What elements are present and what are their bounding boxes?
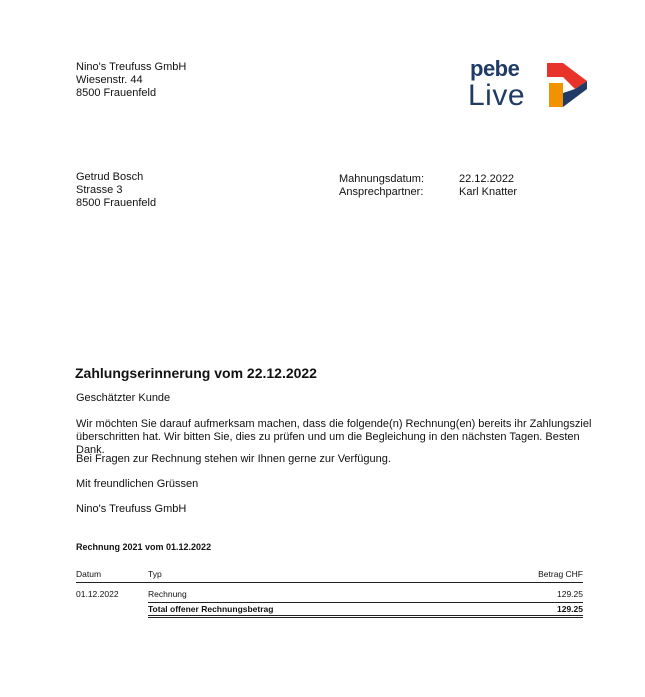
logo-play-mark-icon: [541, 59, 591, 111]
column-header-amount: Betrag CHF: [538, 569, 583, 579]
invoice-table: [76, 569, 583, 618]
meta-contact-value: Karl Knatter: [459, 186, 518, 198]
meta-contact-row: [339, 186, 517, 199]
meta-date-value: 22.12.2022: [459, 173, 515, 185]
logo-word-live: Live: [468, 79, 526, 112]
invoice-heading: Rechnung 2021 vom 01.12.2022: [76, 542, 212, 552]
reminder-meta: [339, 173, 517, 199]
meta-date-label: Mahnungsdatum:: [339, 173, 424, 185]
row-type: Rechnung: [148, 589, 187, 599]
letter-body-line-1: Wir möchten Sie darauf aufmerksam machen, dass die folgende(n) Rechnung(en) bereits ihr Zahlungsziel: [76, 418, 592, 430]
sender-name: Nino's Treufuss GmbH: [76, 61, 187, 73]
letter-signature: Nino's Treufuss GmbH: [76, 503, 187, 515]
logo-word-pebe: pebe: [470, 56, 520, 81]
letter-greeting: Geschätzter Kunde: [76, 392, 171, 404]
sender-address: [76, 61, 186, 100]
table-total-row: [148, 602, 583, 618]
letter-title: Zahlungserinnerung vom 22.12.2022: [75, 365, 317, 381]
column-header-type: Typ: [148, 569, 162, 579]
recipient-name: Getrud Bosch: [76, 171, 144, 183]
total-label: Total offener Rechnungsbetrag: [148, 604, 274, 614]
meta-contact-label: Ansprechpartner:: [339, 186, 424, 198]
recipient-address: [76, 171, 156, 210]
recipient-city: 8500 Frauenfeld: [76, 197, 157, 209]
letter-body-line-2: überschritten hat. Wir bitten Sie, dies zu prüfen und um die Begleichung in den nächsten Tagen. Besten Dank.: [76, 431, 580, 456]
table-header: [76, 569, 583, 583]
recipient-street: Strasse 3: [76, 184, 123, 196]
pebe-live-logo: [468, 57, 594, 115]
sender-street: Wiesenstr. 44: [76, 74, 143, 86]
table-row: [76, 589, 583, 602]
row-amount: 129.25: [557, 589, 583, 599]
sender-city: 8500 Frauenfeld: [76, 87, 157, 99]
total-value: 129.25: [557, 604, 583, 614]
letter-regards: Mit freundlichen Grüssen: [76, 478, 199, 490]
row-date: 01.12.2022: [76, 589, 119, 599]
meta-date-row: [339, 173, 517, 186]
letter-body: [76, 418, 596, 457]
column-header-date: Datum: [76, 569, 102, 579]
letter-questions: Bei Fragen zur Rechnung stehen wir Ihnen gerne zur Verfügung.: [76, 453, 391, 465]
